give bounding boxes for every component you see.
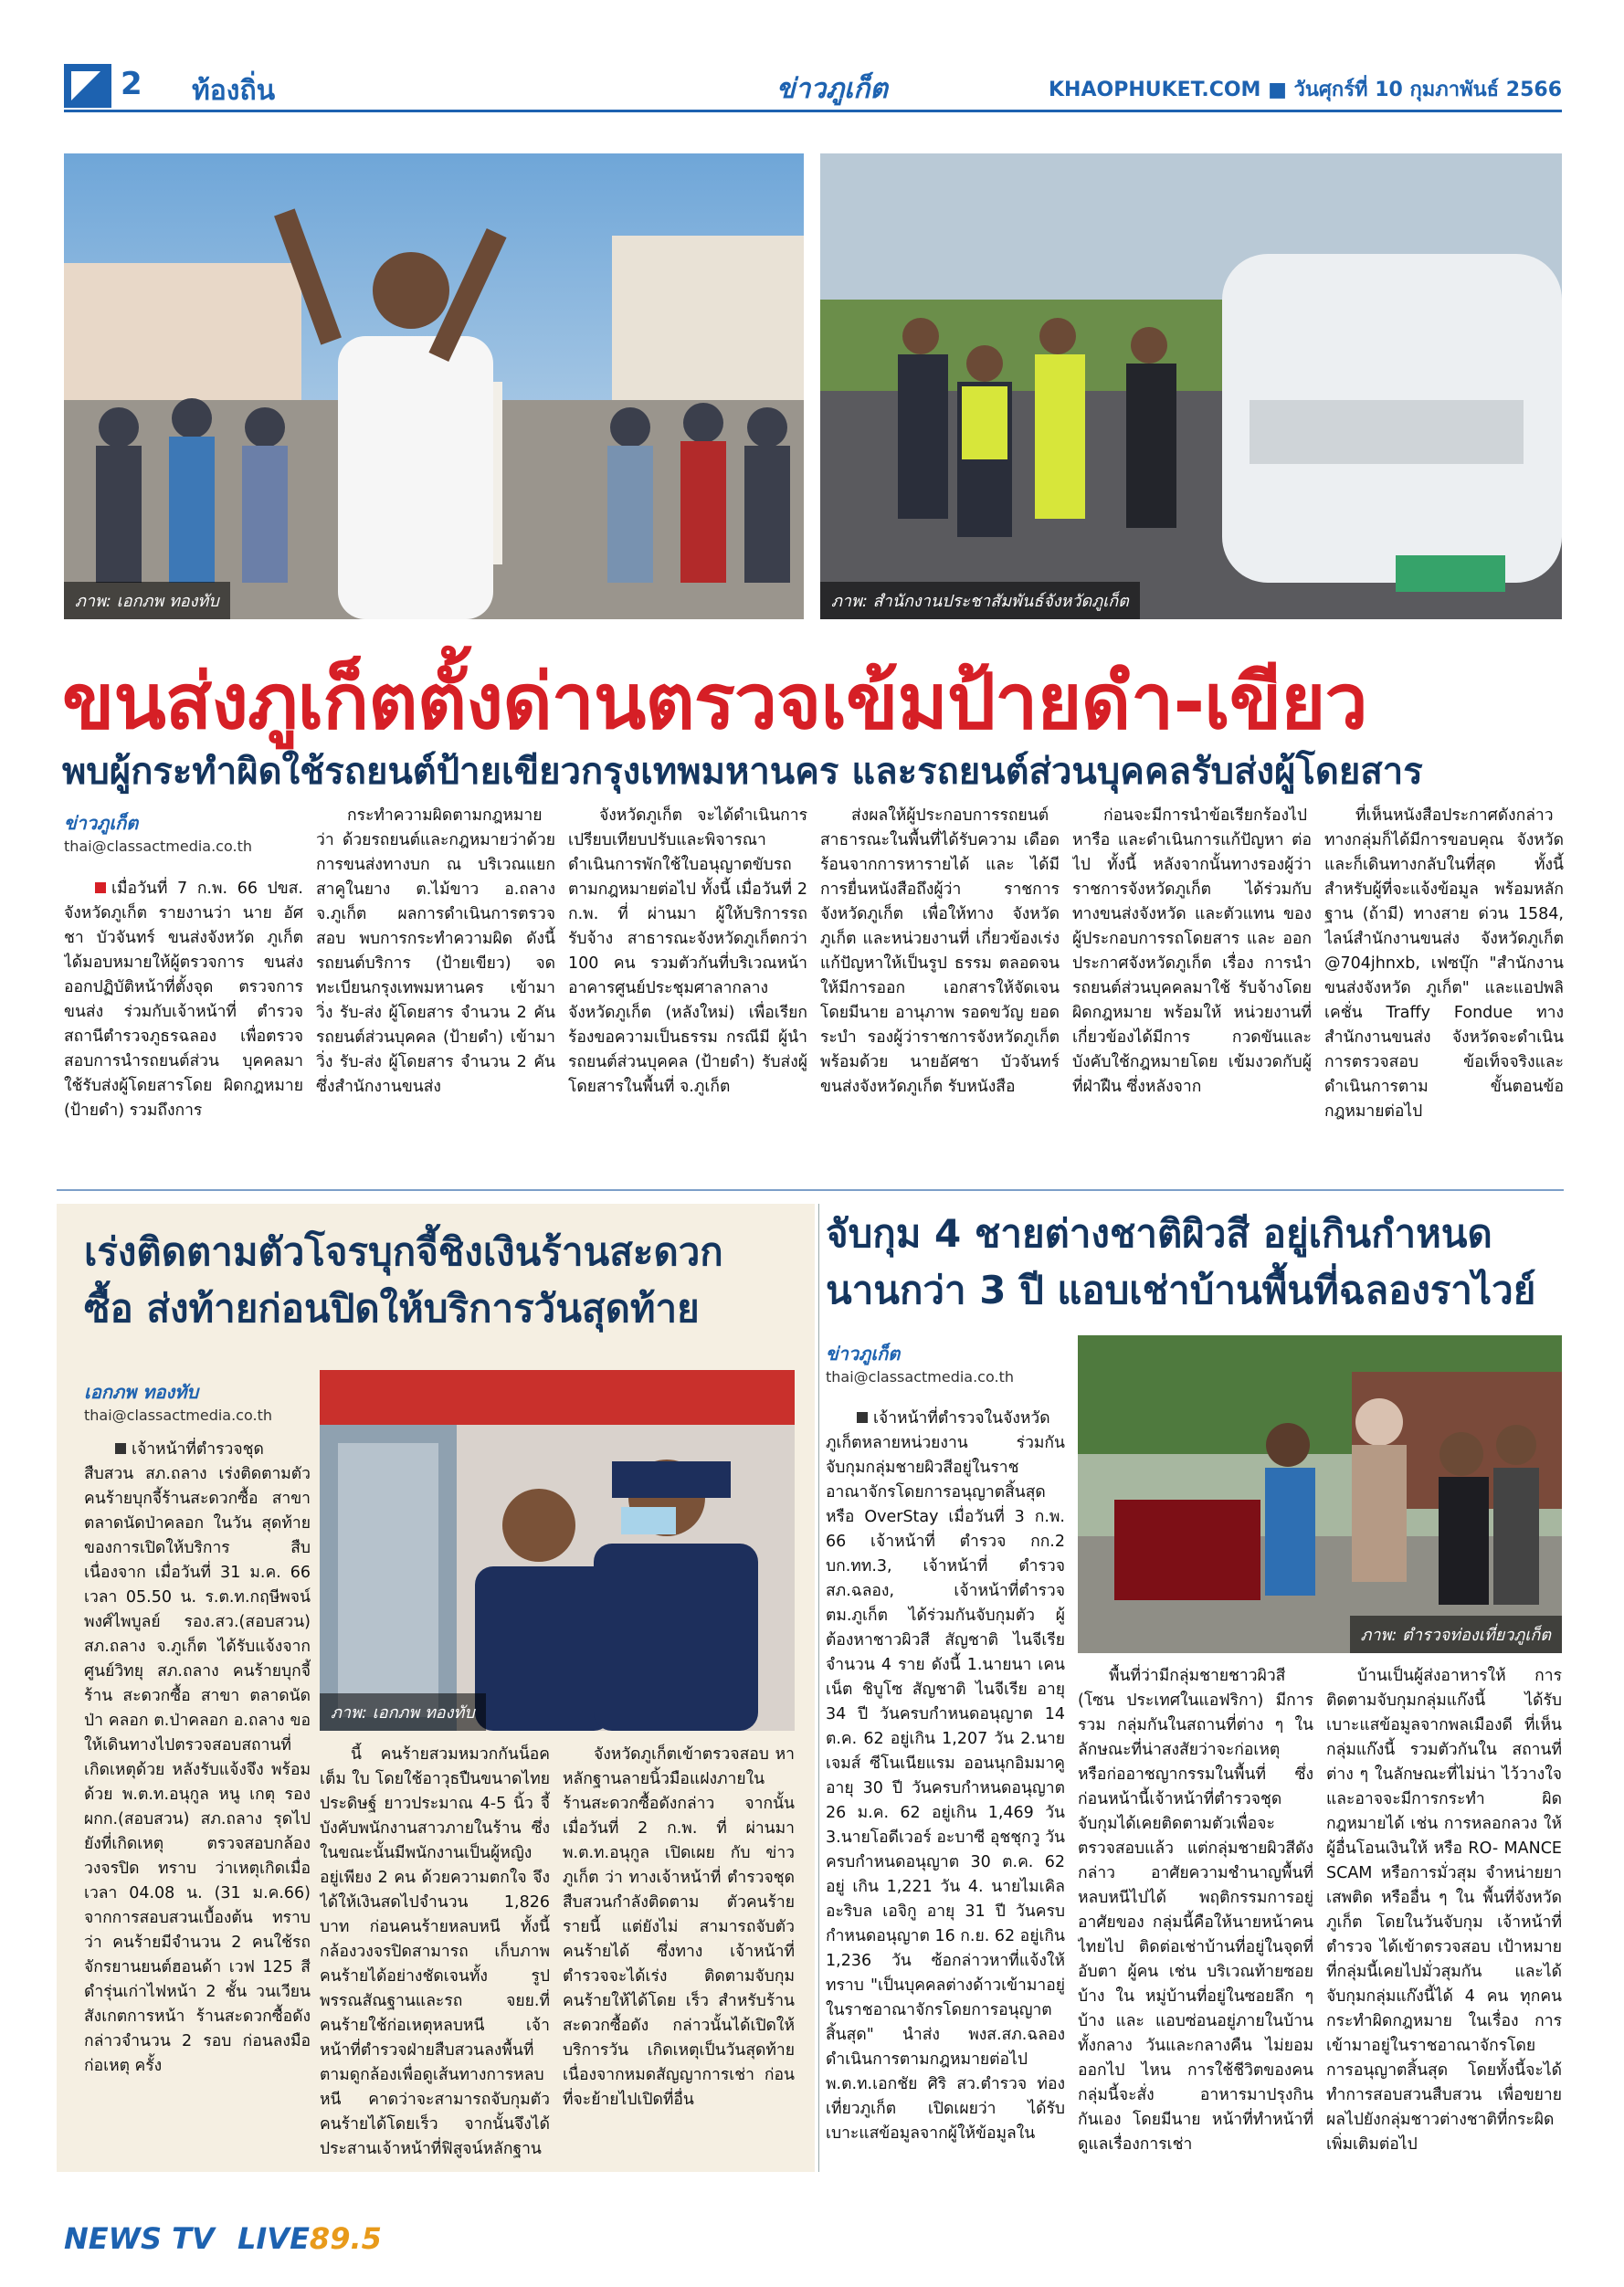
page-number: 2	[121, 66, 142, 102]
footer-logos	[64, 2208, 521, 2263]
protest-leader-photo-icon	[64, 153, 804, 619]
section-name: ท้องถิ่น	[192, 75, 276, 107]
news-tv-logo: NEWS TV	[64, 2221, 215, 2256]
photo-caption: ภาพ: เอกภพ ทองทับ	[64, 582, 230, 619]
byline: ข่าวภูเก็ต	[826, 1343, 901, 1365]
section-logo-icon	[64, 64, 111, 108]
story3-headline: จับกุม 4 ชายต่างชาติผิวสี อยู่เกินกำหนด นานกว่า 3 ปี แอบเช่าบ้านพื้นที่ฉลองราไวย์	[826, 1211, 1536, 1312]
photo-caption: ภาพ: ตำรวจท่องเที่ยวภูเก็ต	[1350, 1616, 1563, 1653]
byline-email: thai@classactmedia.co.th	[826, 1368, 1014, 1386]
photo-caption: ภาพ: สำนักงานประชาสัมพันธ์จังหวัดภูเก็ต	[820, 582, 1140, 619]
main-headline: ขนส่งภูเก็ตตั้งด่านตรวจเข้มป้ายดำ-เขียว	[62, 657, 1367, 746]
main-subheadline: พบผู้กระทำผิดใช้รถยนต์ป้ายเขียวกรุงเทพมหานคร และรถยนต์ส่วนบุคคลรับส่งผู้โดยสาร	[62, 751, 1423, 793]
site-and-date: KHAOPHUKET.COM ■ วันศุกร์ที่ 10 กุมภาพันธ์ 2566	[1049, 79, 1562, 101]
story1-column-4: ส่งผลให้ผู้ประกอบการรถยนต์ สาธารณะในพื้นที่ได้รับความ เดือดร้อนจากการหารายได้ และ ได้มีการยื่นหนังสือถึงผู้ว่า ราชการจังหวัดภูเก็ต เพื่อให้ทาง จังหวัดภูเก็ต และหน่วยงานที่ เกี่ยวข้องเร่งแก้ปัญหาให้เป็นรูป ธรรม ตลอดจนให้มีการออก เอกสารให้จัดเจน โดยมีนาย อานุภาพ รอดขวัญ ยอดระบำ รองผู้ว่าราชการจังหวัดภูเก็ต พร้อมด้วย นายอัศชา บัวจันทร์ ขนส่งจังหวัดภูเก็ต รับหนังสือ	[820, 806, 1060, 1096]
bullet-icon	[857, 1412, 868, 1423]
page-header	[64, 64, 1562, 112]
live-radio-logo: LIVE89.5	[237, 2221, 382, 2256]
story1-column-6: ที่เห็นหนังสือประกาศดังกล่าว ทางกลุ่มก็ได้มีการขอบคุณ จังหวัดและก็เดินทางกลับในที่สุด ทั้งนี้ สำหรับผู้ที่จะแจ้งข้อมูล พร้อมหลักฐาน (ถ้ามี) ทางสาย ด่วน 1584, ไลน์สำนักงานขนส่ง จังหวัดภูเก็ต @704jhnxb, เฟซบุ๊ก "สำนักงานขนส่งจังหวัด ภูเก็ต" และแอปพลิเคชั่น Traffy Fondue ทางสำนักงานขนส่ง จังหวัดจะดำเนินการตรวจสอบ ข้อเท็จจริงและดำเนินการตาม ขั้นตอนข้อกฎหมายต่อไป	[1324, 806, 1564, 1121]
story2-byline-block	[84, 1377, 303, 1424]
story3-column-a: พื้นที่ว่ามีกลุ่มชายชาวผิวสี (โซน ประเทศในแอฟริกา) มีการรวม กลุ่มกันในสถานที่ต่าง ๆ ใน ลักษณะที่น่าสงสัยว่าจะก่อเหตุ หรือก่ออาชญากรรมในพื้นที่ ซึ่ง ก่อนหน้านี้เจ้าหน้าที่ตำรวจชุด จับกุมได้เคยติดตามตัวเพื่อจะ ตรวจสอบแล้ว แต่กลุ่มชายผิวสีดัง กล่าว อาศัยความชำนาญพื้นที่ หลบหนีไปได้ พฤติกรรมการอยู่อาศัยของ กลุ่มนี้คือให้นายหน้าคนไทยไป ติดต่อเช่าบ้านที่อยู่ในจุดที่อับตา ผู้คน เช่น บริเวณท้ายซอยบ้าง ใน หมู่บ้านที่อยู่ในซอยลึก ๆ บ้าง และ แอบซ่อนอยู่ภายในบ้านทั้งกลาง วันและกลางคืน ไม่ยอมออกไป ไหน การใช้ชีวิตของคนกลุ่มนี้จะสั่ง อาหารมาปรุงกินกันเอง โดยมีนาย หน้าที่ทำหน้าที่ดูแลเรื่องการเช่า	[1078, 1667, 1313, 2154]
checkpoint-photo-icon	[820, 153, 1562, 619]
story1-column-2: กระทำความผิดตามกฎหมายว่า ด้วยรถยนต์และกฎหมายว่าด้วย การขนส่งทางบก ณ บริเวณแยก สาคูในยาง ต.ไม้ขาว อ.ถลาง จ.ภูเก็ต ผลการดำเนินการตรวจสอบ พบการกระทำความผิด ดังนี้ รถยนต์บริการ (ป้ายเขียว) จด ทะเบียนกรุงเทพมหานคร เข้ามา วิ่ง รับ-ส่ง ผู้โดยสาร จำนวน 2 คัน รถยนต์ส่วนบุคคล (ป้ายดำ) เข้ามาวิ่ง รับ-ส่ง ผู้โดยสาร จำนวน 2 คัน ซึ่งสำนักงานขนส่ง	[316, 806, 555, 1096]
police-investigation-photo-icon	[320, 1370, 795, 1731]
byline-email: thai@classactmedia.co.th	[84, 1407, 272, 1424]
arrest-photo-icon	[1078, 1335, 1562, 1653]
story2-photo	[320, 1370, 795, 1731]
story2-column-b: จังหวัดภูเก็ตเข้าตรวจสอบ หา หลักฐานลายนิ้วมือแฝงภายใน ร้านสะดวกซื้อดังกล่าว จากนั้นเมื่อวันที่ 2 ก.พ. ที่ ผ่านมา พ.ต.ท.อนุกูล เปิดเผย กับ ข่าวภูเก็ต ว่า ทางเจ้าหน้าที่ ตำรวจชุดสืบสวนกำลังติดตาม ตัวคนร้ายรายนี้ แต่ยังไม่ สามารถจับตัวคนร้ายได้ ซึ่งทาง เจ้าหน้าที่ตำรวจจะได้เร่ง ติดตามจับกุมคนร้ายให้ได้โดย เร็ว สำหรับร้านสะดวกซื้อดัง กล่าวนั้นได้เปิดให้บริการวัน เกิดเหตุเป็นวันสุดท้าย เนื่องจากหมดสัญญาการเช่า ก่อนที่จะย้ายไปเปิดที่อื่น	[563, 1745, 795, 2109]
byline: เอกภพ ทองทับ	[84, 1381, 199, 1403]
story1-column-3: จังหวัดภูเก็ต จะได้ดำเนินการ เปรียบเทียบปรับและพิจารณา ดำเนินการพักใช้ใบอนุญาตขับรถ ตามกฎหมายต่อไป ทั้งนี้ เมื่อวันที่ 2 ก.พ. ที่ ผ่านมา ผู้ให้บริการรถรับจ้าง สาธารณะจังหวัดภูเก็ตกว่า 100 คน รวมตัวกันที่บริเวณหน้า อาคารศูนย์ประชุมศาลากลาง จังหวัดภูเก็ต (หลังใหม่) เพื่อเรียก ร้องขอความเป็นธรรม กรณีมี ผู้นำรถยนต์ส่วนบุคคล (ป้ายดำ) รับส่งผู้โดยสารในพื้นที่ จ.ภูเก็ต	[568, 806, 807, 1096]
story1-photo-right	[820, 153, 1562, 619]
story2-column-a: นี้ คนร้ายสวมหมวกกันน็อคเต็ม ใบ โดยใช้อาวุธปืนขนาดไทย ประดิษฐ์ ยาวประมาณ 4-5 นิ้ว จี้ บังคับพนักงานสาวภายในร้าน ซึ่ง ในขณะนั้นมีพนักงานเป็นผู้หญิง อยู่เพียง 2 คน ด้วยความตกใจ จึง ได้ให้เงินสดไปจำนวน 1,826 บาท ก่อนคนร้ายหลบหนี ทั้งนี้กล้องวงจรปิดสามารถ เก็บภาพคนร้ายได้อย่างชัดเจนทั้ง รูปพรรณสัณฐานและรถ จยย.ที่ คนร้ายใช้ก่อเหตุหลบหนี เจ้า หน้าที่ตำรวจฝ่ายสืบสวนลงพื้นที่ ตามดูกล้องเพื่อดูเส้นทางการหลบ หนี คาดว่าจะสามารถจับกุมตัว คนร้ายได้โดยเร็ว จากนั้นจึงได้ ประสานเจ้าหน้าที่ฟิสูจน์หลักฐาน	[320, 1745, 550, 2158]
section-divider	[57, 1189, 1564, 1191]
story2-column-left: เจ้าหน้าที่ตำรวจชุด สืบสวน สภ.ถลาง เร่งติดตามตัว คนร้ายบุกจี้ร้านสะดวกซื้อ สาขา ตลาดนัดป่าคลอก ในวัน สุดท้ายของการเปิดให้บริการ สืบเนื่องจาก เมื่อวันที่ 31 ม.ค. 66 เวลา 05.50 น. ร.ต.ท.กฤษีพจน์ พงศ์ไพบูลย์ รอง.สว.(สอบสวน) สภ.ถลาง จ.ภูเก็ต ได้รับแจ้งจากศูนย์วิทยุ สภ.ถลาง คนร้ายบุกจี้ร้าน สะดวกซื้อ สาขา ตลาดนัดป่า คลอก ต.ป่าคลอก อ.ถลาง ขอ ให้เดินทางไปตรวจสอบสถานที่ เกิดเหตุด้วย หลังรับแจ้งจึง พร้อมด้วย พ.ต.ท.อนุกูล หนู เกตุ รอง ผกก.(สอบสวน) สภ.ถลาง รุดไปยังที่เกิดเหตุ ตรวจสอบกล้องวงจรปิด ทราบ ว่าเหตุเกิดเมื่อเวลา 04.08 น. (31 ม.ค.66) จากการสอบสวนเบื้องต้น ทราบว่า คนร้ายมีจำนวน 2 คนใช้รถจักรยานยนต์ฮอนด้า เวฟ 125 สีดำรุ่นเก่าไฟหน้า 2 ชั้น วนเวียน สังเกตการหน้า ร้านสะดวกซื้อดังกล่าวจำนวน 2 รอบ ก่อนลงมือก่อเหตุ ครั้ง	[84, 1440, 311, 2075]
story3-column-left: เจ้าหน้าที่ตำรวจในจังหวัด ภูเก็ตหลายหน่วยงาน ร่วมกัน จับกุมกลุ่มชายผิวสีอยู่ในราช อาณาจักรโดยการอนุญาตสิ้นสุด หรือ OverStay เมื่อวันที่ 3 ก.พ. 66 เจ้าหน้าที่ ตำรวจ กก.2 บก.ทท.3, เจ้าหน้าที่ ตำรวจ สภ.ฉลอง, เจ้าหน้าที่ตำรวจ ตม.ภูเก็ต ได้ร่วมกันจับกุมตัว ผู้ ต้องหาชาวผิวสี สัญชาติ ไนจีเรีย จำนวน 4 ราย ดังนี้ 1.นายนา เคน เน็ต ชิบูโซ สัญชาติ ไนจีเรีย อายุ 34 ปี วันครบกำหนดอนุญาต 14 ต.ค. 62 อยู่เกิน 1,207 วัน 2.นาย เจมส์ ซีโนเนียแรม ออนนุกอิมมาคู อายุ 30 ปี วันครบกำหนดอนุญาต 26 ม.ค. 62 อยู่เกิน 1,469 วัน 3.นายโอดีเวอร์ อะบาซี อุชชุกวู วัน ครบกำหนดอนุญาต 30 ต.ค. 62 อยู่ เกิน 1,221 วัน 4. นายไมเคิล อะริบล เอจิกู อายุ 31 ปี วันครบ กำหนดอนุญาต 16 ก.ย. 62 อยู่เกิน 1,236 วัน ซ้อกล่าวหาที่แจ้งให้ ทราบ "เป็นบุคคลต่างด้าวเข้ามาอยู่ ในราชอาณาจักรโดยการอนุญาต สิ้นสุด" นำส่ง พงส.สภ.ฉลอง ดำเนินการตามกฎหมายต่อไป พ.ต.ท.เอกชัย ศิริ สว.ตำรวจ ท่องเที่ยวภูเก็ต เปิดเผยว่า ได้รับ เบาะแสข้อมูลจากผู้ให้ข้อมูลใน	[826, 1409, 1065, 2143]
masthead-logo: ข่าวภูเก็ต	[776, 73, 888, 105]
photo-caption: ภาพ: เอกภพ ทองทับ	[320, 1693, 486, 1731]
column-divider	[818, 1204, 819, 2172]
story1-photo-left	[64, 153, 804, 619]
byline-email: thai@classactmedia.co.th	[64, 838, 252, 855]
bullet-icon	[115, 1443, 126, 1454]
byline: ข่าวภูเก็ต	[64, 812, 139, 834]
story1-column-5: ก่อนจะมีการนำข้อเรียกร้องไป หารือ และดำเนินการแก้ปัญหา ต่อไป ทั้งนี้ หลังจากนั้นทางรองผู้ว่า ราชการจังหวัดภูเก็ต ได้ร่วมกับ ทางขนส่งจังหวัด และตัวแทน ของผู้ประกอบการรถโดยสาร และ ออกประกาศจังหวัดภูเก็ต เรื่อง การนำรถยนต์ส่วนบุคคลมาใช้ รับจ้างโดยผิดกฎหมาย พร้อมให้ หน่วยงานที่เกี่ยวข้องได้มีการ กวดขันและบังคับใช้กฎหมายโดย เข้มงวดกับผู้ที่ฝ่าฝืน ซึ่งหลังจาก	[1072, 806, 1312, 1096]
story3-byline-block	[826, 1339, 1045, 1386]
story1-column-1: เมื่อวันที่ 7 ก.พ. 66 ปขส. จังหวัดภูเก็ต รายงานว่า นาย อัศชา บัวจันทร์ ขนส่งจังหวัด ภูเก็ต ได้มอบหมายให้ผู้ตรวจการ ขนส่งออกปฏิบัติหน้าที่ตั้งจุด ตรวจการขนส่ง ร่วมกับเจ้าหน้าที่ ตำรวจ สถานีตำรวจภูธรฉลอง เพื่อตรวจสอบการนำรถยนต์ส่วน บุคคลมาใช้รับส่งผู้โดยสารโดย ผิดกฎหมาย (ป้ายดำ) รวมถึงการ	[64, 880, 303, 1120]
story3-photo	[1078, 1335, 1562, 1653]
bullet-icon	[95, 882, 106, 893]
story2-headline: เร่งติดตามตัวโจรบุกจี้ชิงเงินร้านสะดวก ซื้อ ส่งท้ายก่อนปิดให้บริการวันสุดท้าย	[84, 1229, 723, 1331]
story1-byline-block	[64, 808, 297, 855]
story3-column-b: บ้านเป็นผู้ส่งอาหารให้ การติดตามจับกุมกลุ่มแก๊งนี้ ได้รับเบาะแสข้อมูลจากพลเมืองดี ที่เห็นกลุ่มแก๊งนี้ รวมตัวกันใน สถานที่ต่าง ๆ ในลักษณะที่ไม่น่า ไว้วางใจและอาจจะมีการกระทำ ผิดกฎหมายได้ เช่น การหลอกลวง ให้ผู้อื่นโอนเงินให้ หรือ RO- MANCE SCAM หรือการมั่วสุม จำหน่ายยาเสพติด หรืออื่น ๆ ใน พื้นที่จังหวัดภูเก็ต โดยในวันจับกุม เจ้าหน้าที่ตำรวจ ได้เข้าตรวจสอบ เป้าหมายที่กลุ่มนี้เคยไปมั่วสุมกัน และได้จับกุมกลุ่มแก๊งนี้ได้ 4 คน ทุกคนกระทำผิดกฎหมาย ในเรื่อง การเข้ามาอยู่ในราชอาณาจักรโดย การอนุญาตสิ้นสุด โดยทั้งนี้จะได้ ทำการสอบสวนสืบสวน เพื่อขยาย ผลไปยังกลุ่มชาวต่างชาติที่กระผิด เพิ่มเติมต่อไป	[1326, 1667, 1562, 2154]
